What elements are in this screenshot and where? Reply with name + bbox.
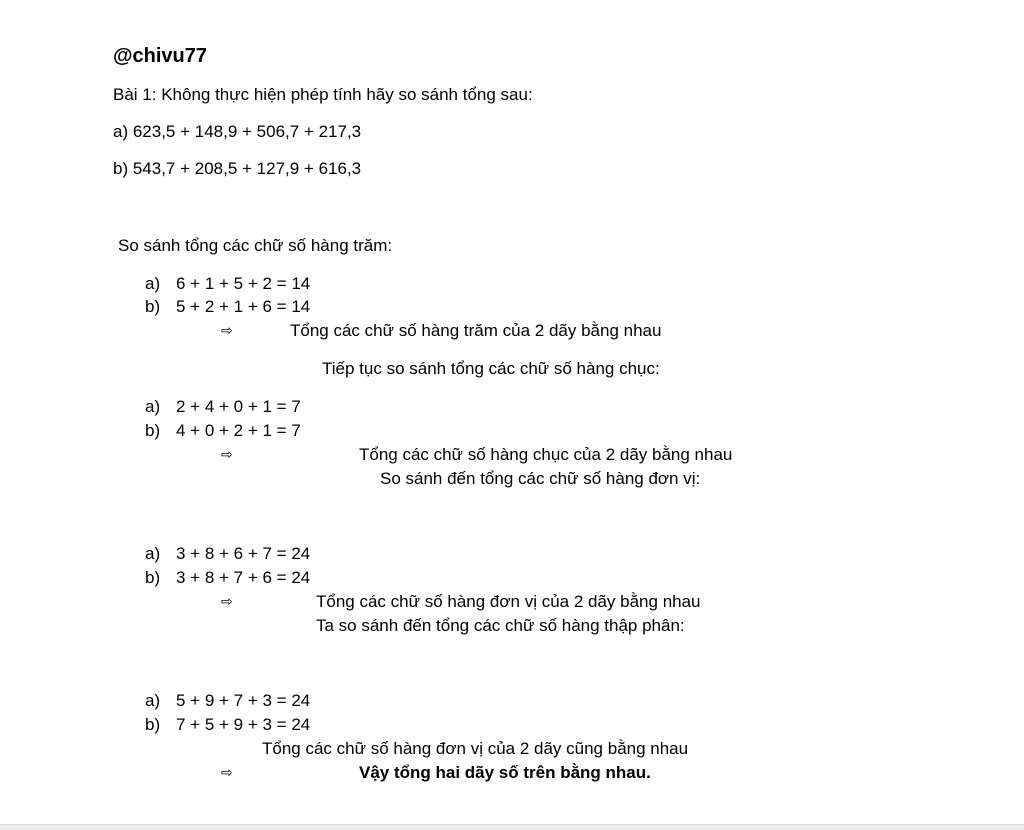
tens-a-expression: 2 + 4 + 0 + 1 = 7 — [176, 397, 301, 416]
tens-a-label: a) — [145, 397, 161, 416]
tens-heading: Tiếp tục so sánh tổng các chữ số hàng chục: — [322, 359, 660, 378]
hundreds-heading: So sánh tổng các chữ số hàng trăm: — [118, 236, 393, 255]
hundreds-b-expression: 5 + 2 + 1 + 6 = 14 — [176, 297, 311, 316]
implies-arrow-icon: ⇨ — [221, 323, 233, 339]
implies-arrow-icon: ⇨ — [221, 594, 233, 610]
units-a-label: a) — [145, 544, 161, 563]
hundreds-a-expression: 6 + 1 + 5 + 2 = 14 — [176, 274, 311, 293]
bottom-edge — [0, 824, 1024, 830]
tens-b-label: b) — [145, 421, 161, 440]
units-a-expression: 3 + 8 + 6 + 7 = 24 — [176, 544, 311, 563]
tens-b-expression: 4 + 0 + 2 + 1 = 7 — [176, 421, 301, 440]
hundreds-b-label: b) — [145, 297, 161, 316]
decimal-b-expression: 7 + 5 + 9 + 3 = 24 — [176, 715, 311, 734]
author-handle: @chivu77 — [113, 45, 207, 67]
tens-conclusion: Tổng các chữ số hàng chục của 2 dãy bằng nhau — [359, 445, 733, 464]
decimal-conclusion: Tổng các chữ số hàng đơn vị của 2 dãy cũng bằng nhau — [262, 739, 689, 758]
implies-arrow-icon: ⇨ — [221, 765, 233, 781]
hundreds-a-label: a) — [145, 274, 161, 293]
decimal-heading: Ta so sánh đến tổng các chữ số hàng thập phân: — [316, 616, 685, 635]
problem-title: Bài 1: Không thực hiện phép tính hãy so sánh tổng sau: — [113, 85, 533, 104]
decimal-b-label: b) — [145, 715, 161, 734]
implies-arrow-icon: ⇨ — [221, 447, 233, 463]
problem-part-b: b) 543,7 + 208,5 + 127,9 + 616,3 — [113, 159, 362, 178]
units-heading: So sánh đến tổng các chữ số hàng đơn vị: — [380, 469, 701, 488]
problem-part-a: a) 623,5 + 148,9 + 506,7 + 217,3 — [113, 122, 362, 141]
units-b-label: b) — [145, 568, 161, 587]
final-conclusion: Vậy tổng hai dãy số trên bằng nhau. — [359, 763, 651, 782]
decimal-a-expression: 5 + 9 + 7 + 3 = 24 — [176, 691, 311, 710]
decimal-a-label: a) — [145, 691, 161, 710]
units-conclusion: Tổng các chữ số hàng đơn vị của 2 dãy bằng nhau — [316, 592, 701, 611]
units-b-expression: 3 + 8 + 7 + 6 = 24 — [176, 568, 311, 587]
hundreds-conclusion: Tổng các chữ số hàng trăm của 2 dãy bằng nhau — [290, 321, 662, 340]
